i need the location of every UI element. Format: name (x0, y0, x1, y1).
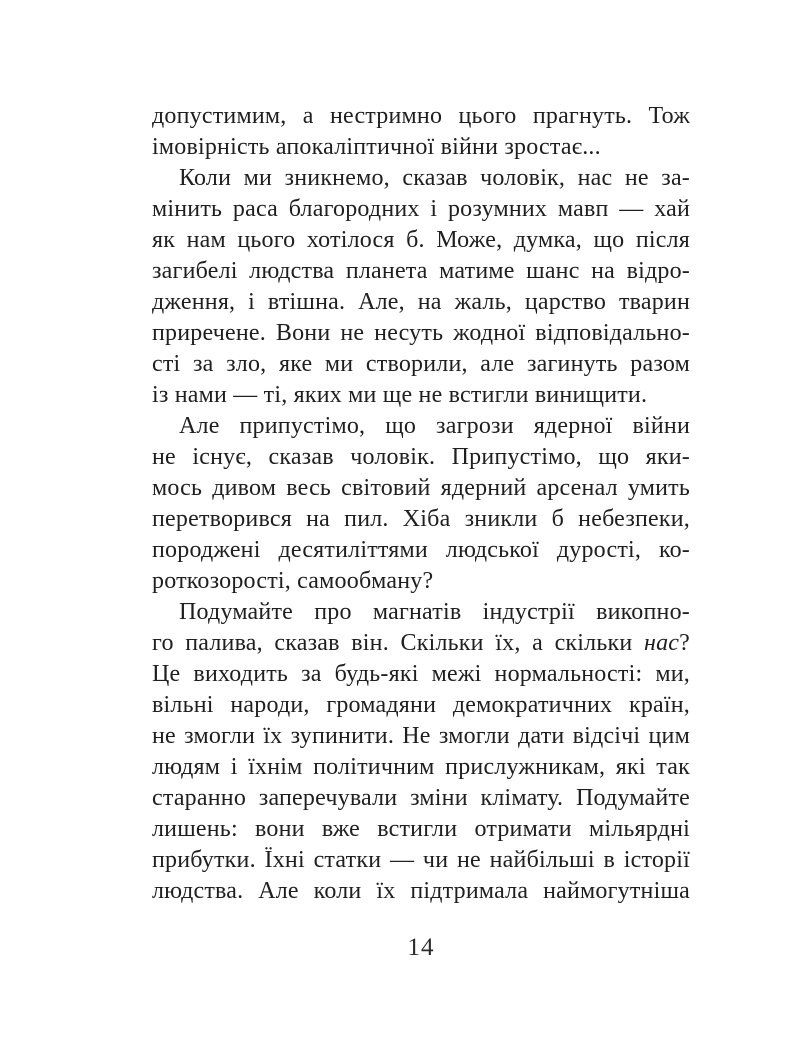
text-line: дження, і втішна. Але, на жаль, царство тварин (152, 289, 690, 315)
text-line: допустимим, а нестримно цього прагнуть. Тож (152, 103, 690, 129)
text-line: імовірність апокаліптичної війни зростає... (152, 134, 601, 160)
text-line: породжені десятиліттями людської дурості, ко- (152, 537, 690, 563)
text-line: приречене. Вони не несуть жодної відповідально- (152, 320, 690, 346)
text-line: Але припустімо, що загрози ядерної війни (179, 413, 690, 439)
text-line: Подумайте про магнатів індустрії викопно- (179, 599, 690, 625)
text-line: загибелі людства планета матиме шанс на відро- (152, 258, 690, 284)
text-line: людям і їхнім політичним прислужникам, які так (152, 754, 690, 780)
line-text: ? (679, 630, 690, 656)
text-line: сті за зло, яке ми створили, але загинуть разом (152, 351, 690, 377)
text-line: Це виходить за будь-які межі нормальності: ми, (152, 661, 690, 687)
text-line: перетворився на пил. Хіба зникли б небезпеки, (152, 506, 690, 532)
text-line (152, 628, 690, 659)
text-line: із нами — ті, яких ми ще не встигли винищити. (152, 382, 648, 408)
text-line: роткозорості, самообману? (152, 568, 434, 594)
text-line: вільні народи, громадяни демократичних країн, (152, 692, 690, 718)
line-text: го палива, сказав він. Скільки їх, а скільки (152, 630, 644, 656)
page-number: 14 (407, 934, 435, 961)
text-line: Коли ми зникнемо, сказав чоловік, нас не за- (179, 165, 690, 191)
text-line: не існує, сказав чоловік. Припустімо, що яки- (152, 444, 690, 470)
text-line: мось дивом весь світовий ядерний арсенал умить (152, 475, 690, 501)
text-line: мінить раса благородних і розумних мавп — хай (152, 196, 690, 222)
text-line: прибутки. Їхні статки — чи не найбільші в історії (152, 847, 690, 873)
text-line: людства. Але коли їх підтримала наймогутніша (152, 878, 690, 904)
page-text-block (152, 101, 690, 907)
text-line: не змогли їх зупинити. Не змогли дати відсічі цим (152, 723, 690, 749)
text-line: старанно заперечували зміни клімату. Подумайте (152, 785, 690, 811)
text-line: як нам цього хотілося б. Може, думка, що після (152, 227, 690, 253)
line-text-italic: нас (643, 630, 680, 656)
text-line: лишень: вони вже встигли отримати мільярдні (152, 816, 690, 842)
